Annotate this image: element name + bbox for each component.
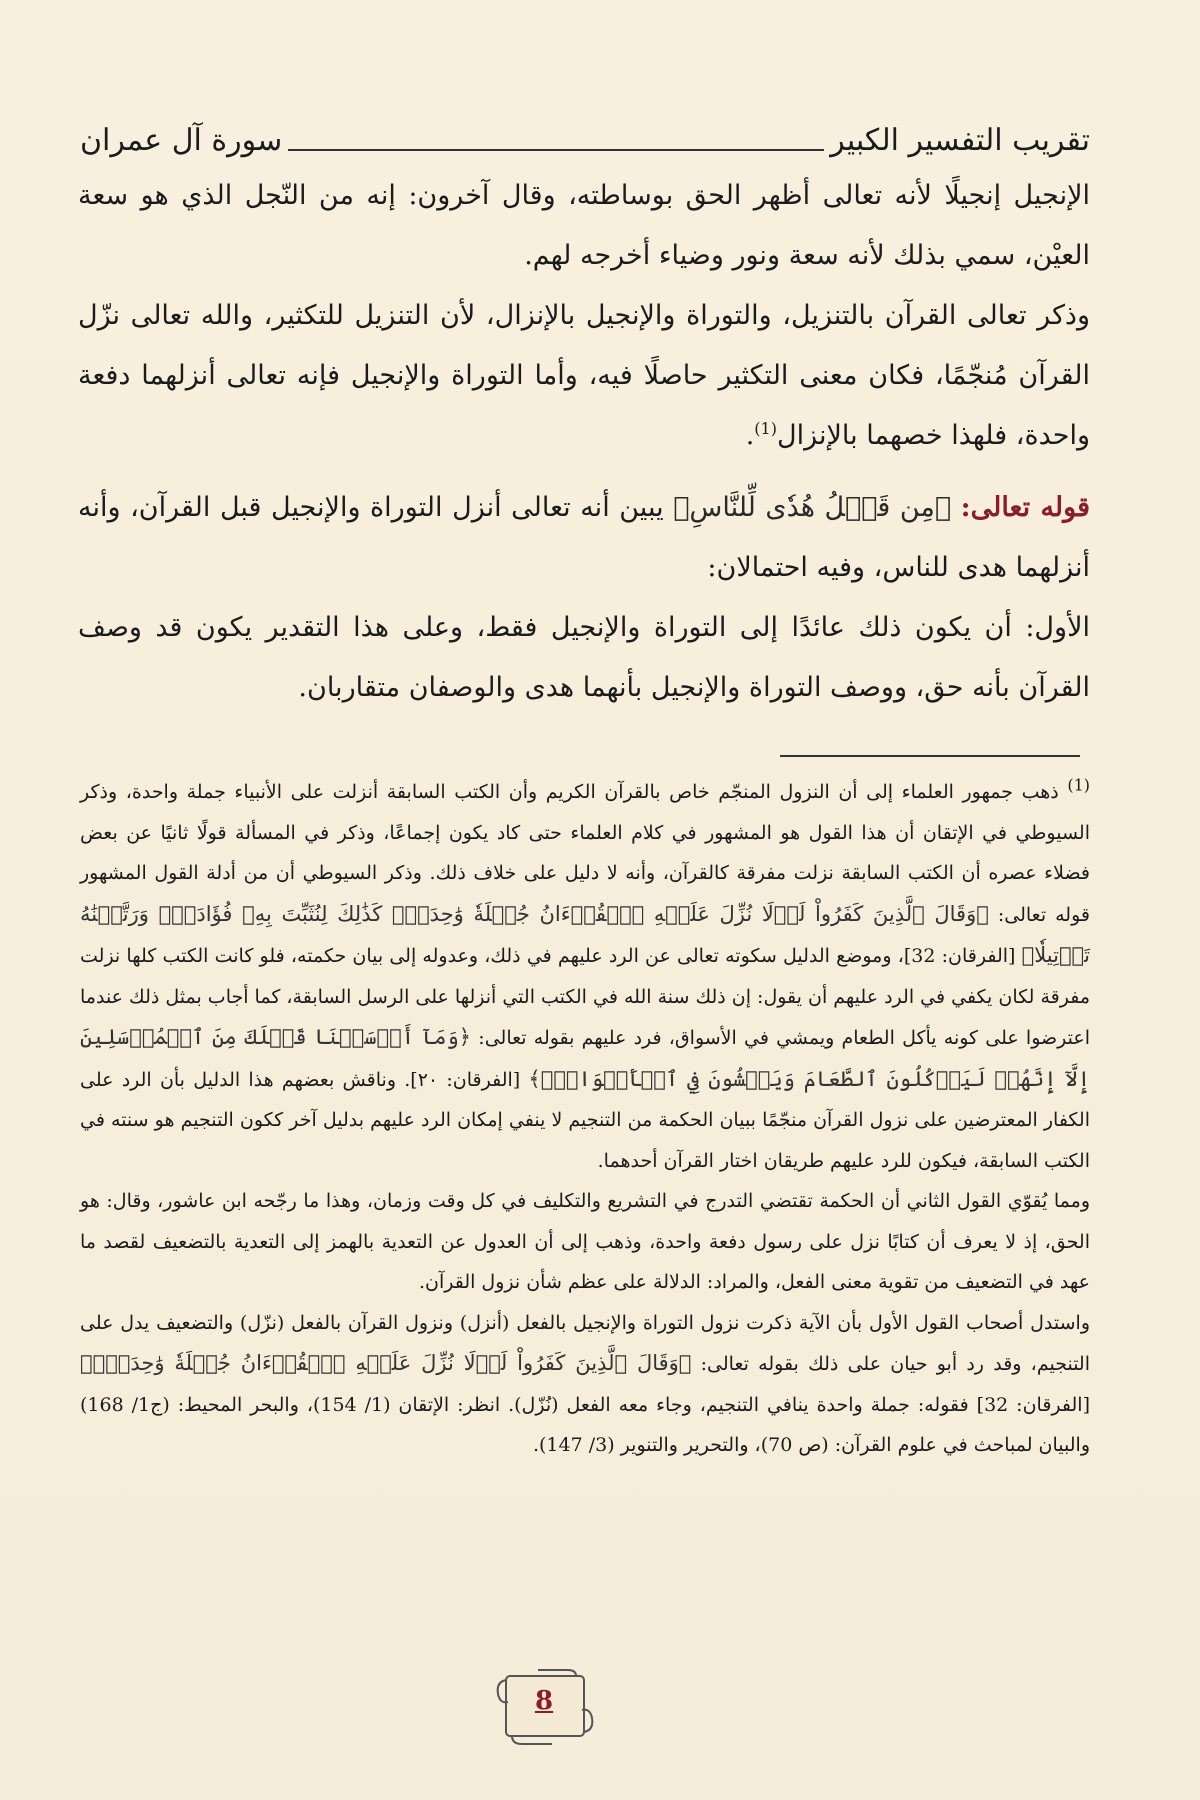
- paragraph-2-text: وذكر تعالى القرآن بالتنزيل، والتوراة والإنجيل بالإنزال، لأن التنزيل للتكثير، والله تعالى نزّل القرآن مُنجّمًا، فكان معنى التكثير حاصلًا فيه، وأما التوراة والإنجيل فإنه تعالى أنزلهما دفعة واحدة، فلهذا خصهما بالإنزال: [78, 300, 1090, 451]
- footnote-1-paragraph-3: [80, 1303, 1090, 1466]
- book-title: تقريب التفسير الكبير: [830, 123, 1090, 158]
- footnote-quran-3: ﴿وَقَالَ ٱلَّذِينَ كَفَرُواْ لَوۡلَا نُزِّلَ عَلَيۡهِ ٱلۡقُرۡءَانُ جُمۡلَةٗ وَٰحِدَةٗۚ﴾: [80, 1351, 692, 1375]
- surah-title: سورة آل عمران: [80, 123, 283, 158]
- footnote-1-paragraph-2: ومما يُقوّي القول الثاني أن الحكمة تقتضي التدرج في التشريع والتكليف في كل وقت وزمان، وهذا ما رجّحه ابن عاشور، وقال: هو الحق، إذ لا يعرف أن كتابًا نزل على رسول دفعة واحدة، وذهب إلى أن العدول عن التعدية بالهمز إلى التعدية بالتضعيف لقصد ما عهد في التضعيف من تقوية معنى الفعل، والمراد: الدلالة على عظم شأن نزول القرآن.: [80, 1190, 1090, 1293]
- footnote-quran-2: ﴿وَمَآ أَرۡسَلۡنَا قَبۡلَكَ مِنَ ٱلۡمُرۡسَلِينَ إِلَّآ إِنَّهُمۡ لَيَأۡكُلُونَ ٱلطَّعَامَ وَيَمۡشُونَ فِي ٱلۡأَسۡوَاقِۗ﴾: [80, 1025, 1090, 1091]
- paragraph-4: الأول: أن يكون ذلك عائدًا إلى التوراة والإنجيل فقط، وعلى هذا التقدير يكون قد وصف القرآن بأنه حق، ووصف التوراة والإنجيل بأنهما هدى والوصفان متقاربان.: [78, 612, 1090, 703]
- footnote-quran-1: ﴿وَقَالَ ٱلَّذِينَ كَفَرُواْ لَوۡلَا نُزِّلَ عَلَيۡهِ ٱلۡقُرۡءَانُ جُمۡلَةٗ وَٰحِدَةٗۚ كَذَٰلِكَ لِنُثَبِّتَ بِهِۦ فُؤَادَكَۖ وَرَتَّلۡنَٰهُ تَرۡتِيلٗا﴾: [80, 901, 1090, 967]
- footnote-1-text-d: واستدل أصحاب القول الأول بأن الآية ذكرت نزول التوراة والإنجيل بالفعل (أنزل) ونزول القرآن بالفعل (نزّل) والتضعيف يدل على التنجيم، وقد رد أبو حيان على ذلك بقوله تعالى:: [80, 1311, 1090, 1375]
- header-rule: [288, 149, 824, 151]
- footnotes: [80, 772, 1090, 1466]
- quran-verse: ﴿مِن قَبۡلُ هُدٗى لِّلنَّاسِ﴾: [673, 492, 952, 523]
- paragraph-1: الإنجيل إنجيلًا لأنه تعالى أظهر الحق بوساطته، وقال آخرون: إنه من النّجل الذي هو سعة العيْن، سمي بذلك لأنه سعة ونور وضياء أخرجه لهم.: [78, 180, 1090, 271]
- footnote-1-text-a: ذهب جمهور العلماء إلى أن النزول المنجّم خاص بالقرآن الكريم وأن الكتب السابقة أنزلت على الأنبياء جملة واحدة، وذكر السيوطي في الإتقان أن هذا القول هو المشهور في كلام العلماء حتى كاد يكون إجماعًا، وذكر في المسألة قولًا ثانيًا عن بعض فضلاء عصره أن الكتب السابقة نزلت مفرقة كالقرآن، وأنه لا دليل على خلاف ذلك. وذكر السيوطي أن من أدلة القول المشهور قوله تعالى:: [80, 781, 1091, 926]
- paragraph-2: [78, 286, 1090, 466]
- footnote-1-text-e: [الفرقان: 32] فقوله: جملة واحدة ينافي التنجيم، وجاء معه الفعل (نُزّل). انظر: الإتقان (1/ 154)، والبحر المحيط: (ج1/ 168) والبيان لمباحث في علوم القرآن: (ص 70)، والتحرير والتنوير (3/ 147).: [80, 1393, 1090, 1456]
- paragraph-3-text: يبين أنه تعالى أنزل التوراة والإنجيل قبل القرآن، وأنه أنزلهما هدى للناس، وفيه احتمالان:: [78, 492, 1090, 583]
- paragraph-3: [78, 478, 1090, 598]
- paragraph-2-end: .: [745, 420, 755, 451]
- running-header: [80, 112, 1090, 158]
- verse-lead: قوله تعالى:: [960, 492, 1091, 523]
- footnote-separator: [780, 755, 1080, 757]
- footnote-ref-1[interactable]: (1): [754, 419, 777, 438]
- footnote-mark-1: (1): [1067, 775, 1090, 795]
- footnote-1-text-b: [الفرقان: 32]، وموضع الدليل سكوته تعالى عن الرد عليهم في ذلك، وعدوله إلى بيان حكمته، فلو كانت الكتب كلها نزلت مفرقة لكان يكفي في الرد عليهم أن يقول: إن ذلك سنة الله في الكتب التي أنزلها على الرسل السابقة، كما أجاب بمثل ذلك عندما اعترضوا على كونه يأكل الطعام ويمشي في الأسواق، فرد عليهم بقوله تعالى:: [80, 945, 1090, 1049]
- page-number-scroll: [492, 1668, 596, 1748]
- main-text: [78, 166, 1090, 718]
- footnote-1-text-c: [الفرقان: ٢٠]. وناقش بعضهم هذا الدليل بأن الرد على الكفار المعترضين على نزول القرآن منجّمًا ببيان الحكمة من التنجيم لا ينفي إمكان الرد عليهم بدليل آخر ككون التنجيم هو سنته في الكتب السابقة، فيكون للرد عليهم طريقان اختار القرآن أحدهما.: [80, 1068, 1090, 1172]
- footnote-1: [80, 772, 1090, 1181]
- page-number: 8: [534, 1686, 554, 1716]
